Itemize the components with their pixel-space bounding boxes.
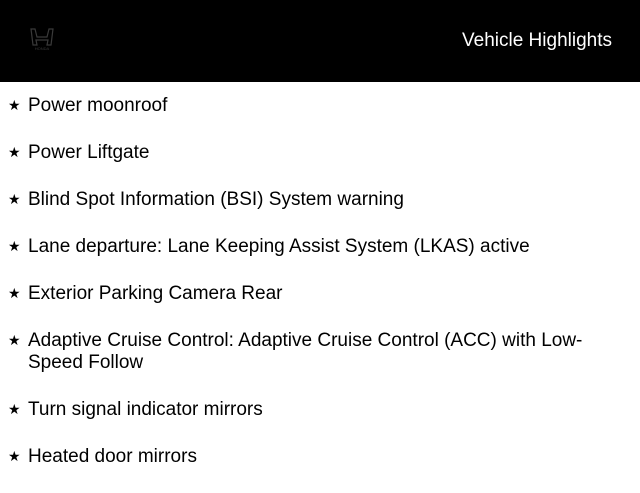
star-icon: ★ xyxy=(8,191,21,207)
highlight-item xyxy=(0,189,640,211)
star-icon: ★ xyxy=(8,285,21,301)
star-icon: ★ xyxy=(8,448,21,464)
highlight-text: Heated door mirrors xyxy=(28,446,197,467)
highlight-item xyxy=(0,95,640,117)
highlight-item xyxy=(0,236,640,258)
highlight-item xyxy=(0,142,640,164)
header-banner xyxy=(0,0,640,82)
star-icon: ★ xyxy=(8,238,21,254)
highlight-item xyxy=(0,330,640,374)
page-title: Vehicle Highlights xyxy=(462,30,612,51)
star-icon: ★ xyxy=(8,401,21,417)
honda-logo-icon xyxy=(28,27,56,51)
highlight-item xyxy=(0,283,640,305)
svg-text:HONDA: HONDA xyxy=(34,46,50,51)
highlight-text: Power Liftgate xyxy=(28,142,150,163)
star-icon: ★ xyxy=(8,97,21,113)
highlight-text: Exterior Parking Camera Rear xyxy=(28,283,283,304)
highlight-item xyxy=(0,446,640,468)
highlight-text: Adaptive Cruise Control: Adaptive Cruise Control (ACC) with Low-Speed Follow xyxy=(28,330,583,373)
highlight-text: Lane departure: Lane Keeping Assist System (LKAS) active xyxy=(28,236,530,257)
highlight-text: Turn signal indicator mirrors xyxy=(28,399,263,420)
highlight-item xyxy=(0,399,640,421)
star-icon: ★ xyxy=(8,332,21,348)
star-icon: ★ xyxy=(8,144,21,160)
highlight-text: Power moonroof xyxy=(28,95,168,116)
highlights-list xyxy=(0,95,640,493)
highlight-text: Blind Spot Information (BSI) System warning xyxy=(28,189,404,210)
